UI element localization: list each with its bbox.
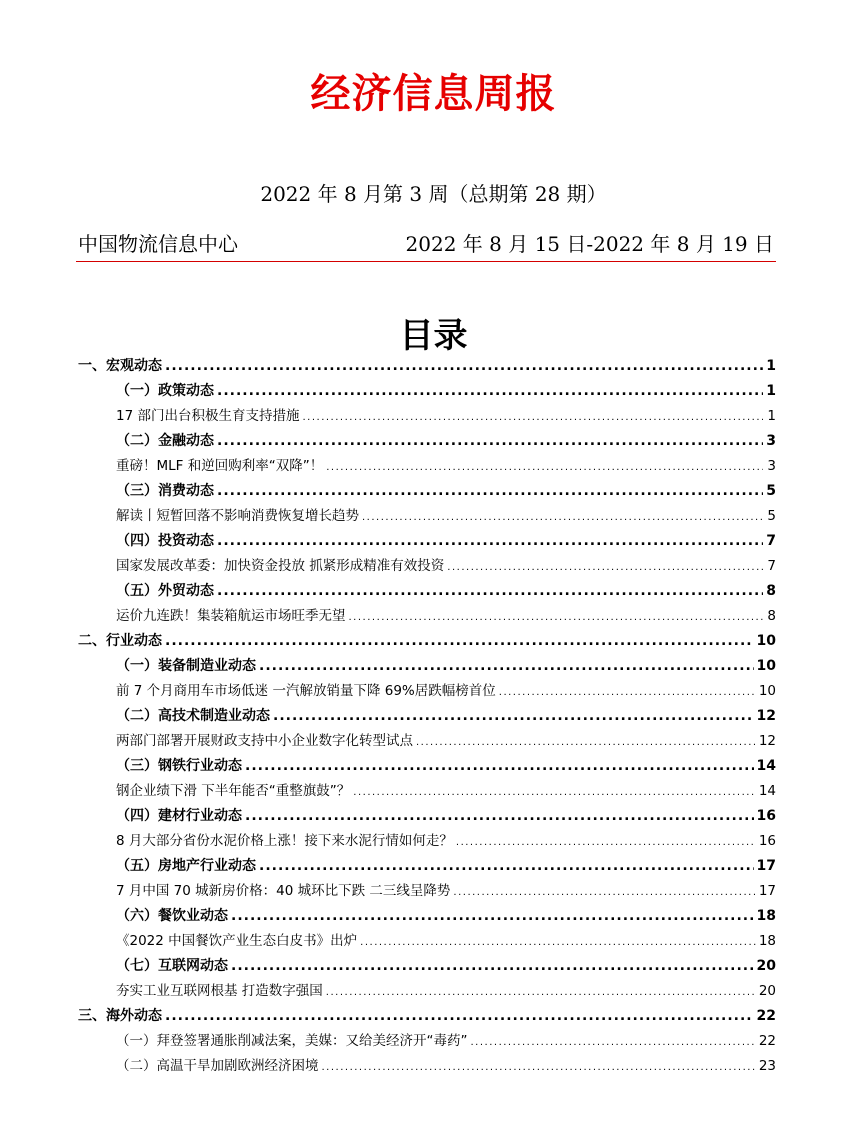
toc-subsection[interactable] [78,379,776,404]
toc-entry-title: 二、行业动态 [78,633,162,649]
table-of-contents [78,354,776,1079]
date-range: 2022 年 8 月 15 日-2022 年 8 月 19 日 [405,232,774,256]
toc-subsection[interactable] [78,954,776,979]
toc-section-industry[interactable] [78,629,776,654]
toc-page-number: 20 [758,983,776,999]
toc-entry-title: 三、海外动态 [78,1008,162,1024]
toc-article[interactable] [78,679,776,704]
toc-page-number: 23 [758,1058,776,1074]
toc-leader [217,379,763,404]
organization-name: 中国物流信息中心 [78,232,238,256]
toc-subsection[interactable] [78,479,776,504]
toc-leader [471,1030,756,1055]
toc-entry-title: （五）房地产行业动态 [116,858,256,874]
toc-page-number: 10 [756,658,776,674]
toc-page-number: 12 [756,708,776,724]
toc-entry-title: （二）高温干旱加剧欧洲经济困境 [116,1058,319,1074]
toc-entry-title: 8 月大部分省份水泥价格上涨！接下来水泥行情如何走？ [116,833,453,849]
toc-entry-title: 国家发展改革委：加快资金投放 抓紧形成精准有效投资 [116,558,445,574]
toc-page-number: 5 [767,508,776,524]
toc-leader [217,529,763,554]
toc-article[interactable] [78,779,776,804]
toc-leader [245,804,754,829]
toc-page-number: 14 [758,783,776,799]
toc-entry-title: （六）餐饮业动态 [116,908,228,924]
header-divider [76,261,776,262]
toc-subsection[interactable] [78,654,776,679]
toc-article[interactable] [78,829,776,854]
toc-leader [362,505,763,530]
toc-leader [165,354,763,379]
toc-leader [499,680,756,705]
toc-article[interactable] [78,879,776,904]
toc-page-number: 18 [758,933,776,949]
toc-article[interactable] [78,1029,776,1054]
toc-subsection[interactable] [78,904,776,929]
toc-leader [273,704,754,729]
toc-page-number: 22 [756,1008,776,1024]
toc-leader [416,730,756,755]
toc-entry-title: 17 部门出台积极生育支持措施 [116,408,300,424]
toc-entry-title: （一）拜登签署通胀削减法案，美媒：又给美经济开“毒药” [116,1033,468,1049]
toc-title: 目录 [399,316,468,356]
toc-page-number: 7 [766,533,776,549]
toc-leader [217,479,763,504]
toc-page-number: 20 [756,958,776,974]
toc-entry-title: （三）消费动态 [116,483,214,499]
toc-entry-title: 前 7 个月商用车市场低迷 一汽解放销量下降 69%居跌幅榜首位 [116,683,496,699]
issue-number: 2022 年 8 月第 3 周（总期第 28 期） [260,182,607,206]
toc-leader [165,1004,754,1029]
toc-entry-title: （四）投资动态 [116,533,214,549]
toc-page-number: 14 [756,758,776,774]
toc-entry-title: （二）金融动态 [116,433,214,449]
toc-leader [353,780,756,805]
toc-page-number: 3 [767,458,776,474]
toc-entry-title: 一、宏观动态 [78,358,162,374]
toc-leader [456,830,756,855]
toc-leader [231,904,754,929]
toc-entry-title: 7 月中国 70 城新房价格：40 城环比下跌 二三线呈降势 [116,883,451,899]
toc-article[interactable] [78,604,776,629]
toc-leader [217,579,763,604]
toc-page-number: 8 [766,583,776,599]
toc-page-number: 7 [767,558,776,574]
toc-page-number: 5 [766,483,776,499]
toc-subsection[interactable] [78,854,776,879]
toc-article[interactable] [78,404,776,429]
toc-subsection[interactable] [78,529,776,554]
toc-entry-title: （三）钢铁行业动态 [116,758,242,774]
toc-page-number: 10 [758,683,776,699]
toc-entry-title: 夯实工业互联网根基 打造数字强国 [116,983,323,999]
toc-page-number: 16 [756,808,776,824]
toc-entry-title: （一）政策动态 [116,383,214,399]
toc-entry-title: （二）高技术制造业动态 [116,708,270,724]
toc-page-number: 3 [766,433,776,449]
toc-entry-title: 重磅！MLF 和逆回购利率“双降”！ [116,458,324,474]
toc-subsection[interactable] [78,429,776,454]
toc-entry-title: 钢企业绩下滑 下半年能否“重整旗鼓”？ [116,783,351,799]
toc-leader [217,429,763,454]
toc-article[interactable] [78,979,776,1004]
toc-leader [326,980,756,1005]
toc-article[interactable] [78,1054,776,1079]
toc-leader [447,555,763,580]
toc-section-macro[interactable] [78,354,776,379]
report-title: 经济信息周报 [310,71,557,117]
toc-page-number: 1 [766,383,776,399]
toc-page-number: 18 [756,908,776,924]
toc-leader [453,880,755,905]
toc-page-number: 1 [767,408,776,424]
toc-entry-title: （五）外贸动态 [116,583,214,599]
toc-page-number: 1 [766,358,776,374]
toc-subsection[interactable] [78,754,776,779]
toc-leader [165,629,754,654]
toc-page-number: 8 [767,608,776,624]
toc-entry-title: 解读丨短暂回落不影响消费恢复增长趋势 [116,508,359,524]
toc-leader [245,754,754,779]
toc-article[interactable] [78,454,776,479]
toc-leader [326,455,763,480]
toc-page-number: 22 [758,1033,776,1049]
toc-leader [360,930,756,955]
toc-page-number: 12 [758,733,776,749]
toc-article[interactable] [78,729,776,754]
toc-page-number: 17 [756,858,776,874]
toc-leader [349,605,764,630]
toc-entry-title: 两部门部署开展财政支持中小企业数字化转型试点 [116,733,413,749]
toc-leader [259,654,754,679]
toc-subsection[interactable] [78,804,776,829]
toc-entry-title: （四）建材行业动态 [116,808,242,824]
toc-entry-title: （一）装备制造业动态 [116,658,256,674]
toc-leader [322,1055,756,1080]
toc-subsection[interactable] [78,579,776,604]
toc-entry-title: 《2022 中国餐饮产业生态白皮书》出炉 [116,933,358,949]
toc-leader [231,954,754,979]
toc-article[interactable] [78,554,776,579]
toc-entry-title: （七）互联网动态 [116,958,228,974]
toc-page-number: 16 [758,833,776,849]
toc-section-overseas[interactable] [78,1004,776,1029]
toc-page-number: 17 [758,883,776,899]
toc-subsection[interactable] [78,704,776,729]
header-info-row [78,228,774,257]
toc-leader [259,854,754,879]
toc-article[interactable] [78,929,776,954]
toc-article[interactable] [78,504,776,529]
toc-leader [302,405,763,430]
toc-page-number: 10 [756,633,776,649]
toc-entry-title: 运价九连跌！集装箱航运市场旺季无望 [116,608,346,624]
